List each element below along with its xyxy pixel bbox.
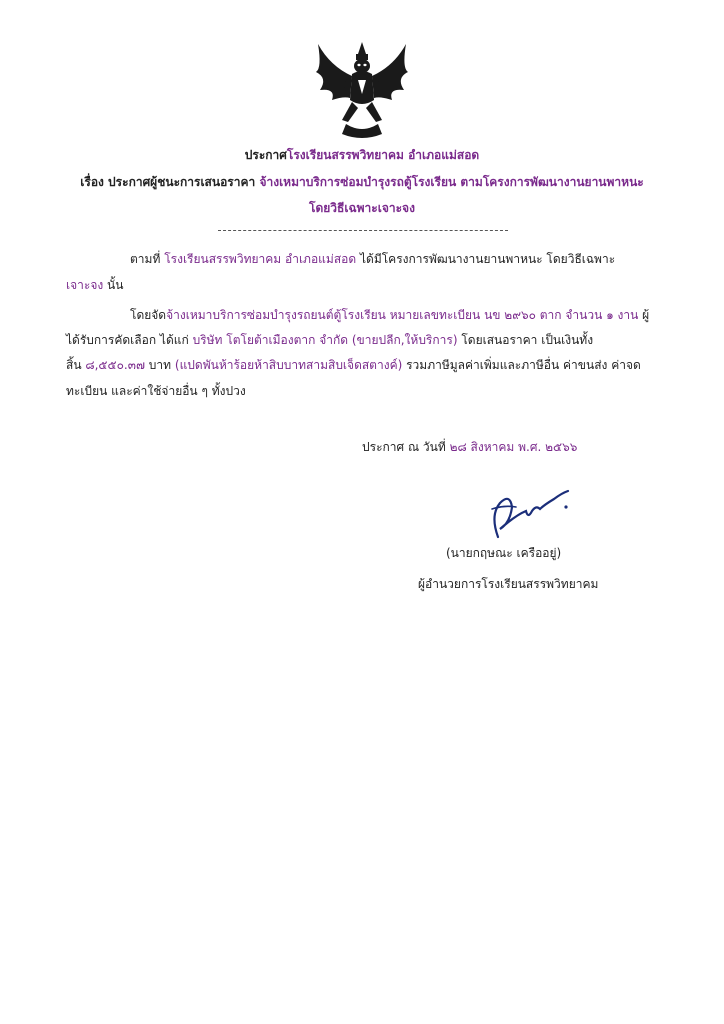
handwritten-signature [470,485,580,545]
para2-line2-start: ได้รับการคัดเลือก ได้แก่ [66,333,189,347]
para1-school: โรงเรียนสรรพวิทยาคม อำเภอแม่สอด [164,252,357,266]
para2-amount-text: (แปดพันห้าร้อยห้าสิบบาทสามสิบเจ็ดสตางค์) [174,358,403,372]
announce-label: ประกาศ ณ วันที่ [362,440,446,454]
para1-line2 [66,276,123,294]
para1-start: ตามที่ [130,252,161,266]
para2-start: โดยจัด [130,308,167,322]
title-prefix: ประกาศ [244,148,287,162]
announce-date-line [362,438,577,456]
para2-project: จ้างเหมาบริการซ่อมบำรุงรถยนต์ตู้โรงเรียน หมายเลขทะเบียน นข ๒๙๖๐ ตาก จำนวน ๑ งาน [166,308,639,322]
para2-line2 [66,331,593,349]
para2-line3-start: สิ้น [66,358,82,372]
title-school: โรงเรียนสรรพวิทยาคม อำเภอแม่สอด [286,148,480,162]
signatory-name: (นายกฤษณะ เครืออยู่) [446,546,562,560]
para2-line2-end: โดยเสนอราคา เป็นเงินทั้ง [461,333,594,347]
para1-mid: ได้มีโครงการพัฒนางานยานพาหนะ โดยวิธีเฉพาะ [359,252,616,266]
para1-cont: เจาะจง [66,278,104,292]
para2-line1 [130,306,649,324]
para2-line1-end: ผู้ [642,308,650,322]
para1-line1 [130,250,615,268]
announcement-title [0,146,724,164]
divider [218,230,508,231]
subject-line [0,173,724,191]
para2-amount: ๘,๕๕๐.๓๗ [85,358,145,372]
subject-project: จ้างเหมาบริการซ่อมบำรุงรถตู้โรงเรียน ตามโครงการพัฒนางานยานพาหนะ [259,175,644,189]
para2-line3-end: รวมภาษีมูลค่าเพิ่มและภาษีอื่น ค่าขนส่ง ค่าจด [406,358,641,372]
subject-method: โดยวิธีเฉพาะเจาะจง [309,201,415,215]
para2-company: บริษัท โตโยต้าเมืองตาก จำกัด (ขายปลีก,ให้บริการ) [192,333,458,347]
announce-date: ๒๘ สิงหาคม พ.ศ. ๒๕๖๖ [449,440,578,454]
subject-label: เรื่อง ประกาศผู้ชนะการเสนอราคา [80,175,256,189]
para2-line3-mid: บาท [148,358,172,372]
para2-line4: ทะเบียน และค่าใช้จ่ายอื่น ๆ ทั้งปวง [66,384,246,398]
para2-line3 [66,356,641,374]
signatory-position: ผู้อำนวยการโรงเรียนสรรพวิทยาคม [418,577,599,591]
para1-end: นั้น [107,278,124,292]
garuda-emblem-icon [312,38,412,148]
